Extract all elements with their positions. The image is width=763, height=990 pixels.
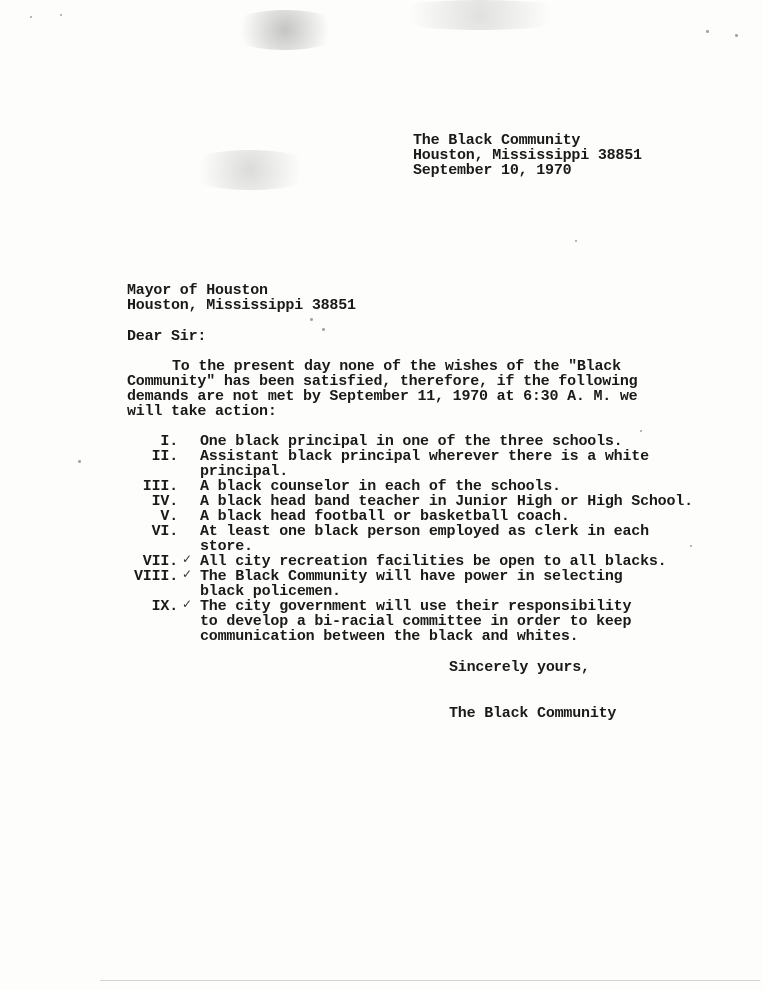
scan-speck [690, 545, 692, 547]
demand-number: VII. [142, 553, 178, 570]
scan-speck [60, 14, 62, 16]
demand-number: I. [160, 433, 178, 450]
checkmark-icon: ✓ [182, 597, 192, 611]
demand-text: A black head band teacher in Junior High or High School. [200, 493, 693, 510]
scan-smudge [180, 150, 320, 190]
recipient-title: Mayor of Houston [127, 282, 268, 299]
body-line: demands are not met by September 11, 1970 at 6:30 A. M. we [127, 388, 638, 405]
demand-number: IV. [151, 493, 178, 510]
demand-text: All city recreation facilities be open to all blacks. [200, 553, 667, 570]
scan-smudge [225, 10, 345, 50]
scan-speck [30, 16, 32, 18]
closing: Sincerely yours, [449, 659, 590, 676]
demand-text: principal. [200, 463, 289, 480]
sender-name: The Black Community [413, 132, 581, 149]
demand-text: Assistant black principal wherever there is a white [200, 448, 649, 465]
scan-speck [575, 240, 577, 242]
scan-speck [310, 318, 313, 321]
scan-speck [78, 460, 81, 463]
scan-smudge [380, 0, 580, 30]
demand-text: The Black Community will have power in selecting [200, 568, 623, 585]
scan-speck [322, 328, 325, 331]
sender-address: Houston, Mississippi 38851 [413, 147, 642, 164]
scan-speck [735, 34, 738, 37]
scan-speck [640, 430, 642, 432]
demand-text: One black principal in one of the three schools. [200, 433, 623, 450]
demand-text: At least one black person employed as clerk in each [200, 523, 649, 540]
demand-text: A black head football or basketball coach. [200, 508, 570, 525]
demand-number: IX. [151, 598, 178, 615]
demand-text: A black counselor in each of the schools. [200, 478, 561, 495]
demand-number: II. [151, 448, 178, 465]
demand-number: V. [160, 508, 178, 525]
demand-text: store. [200, 538, 253, 555]
checkmark-icon: ✓ [182, 567, 192, 581]
body-line: will take action: [127, 403, 277, 420]
demand-number: VI. [151, 523, 178, 540]
demand-text: black policemen. [200, 583, 341, 600]
demand-text: The city government will use their responsibility [200, 598, 632, 615]
recipient-address: Houston, Mississippi 38851 [127, 297, 356, 314]
demand-number: VIII. [133, 568, 178, 585]
signature: The Black Community [449, 705, 617, 722]
body-line: To the present day none of the wishes of the "Black [172, 358, 621, 375]
scan-speck [100, 980, 760, 981]
letter-date: September 10, 1970 [413, 162, 572, 179]
demand-text: to develop a bi-racial committee in order to keep [200, 613, 632, 630]
body-line: Community" has been satisfied, therefore, if the following [127, 373, 638, 390]
demand-text: communication between the black and whites. [200, 628, 579, 645]
salutation: Dear Sir: [127, 328, 207, 345]
scan-speck [706, 30, 709, 33]
checkmark-icon: ✓ [182, 552, 192, 566]
demand-number: III. [142, 478, 178, 495]
